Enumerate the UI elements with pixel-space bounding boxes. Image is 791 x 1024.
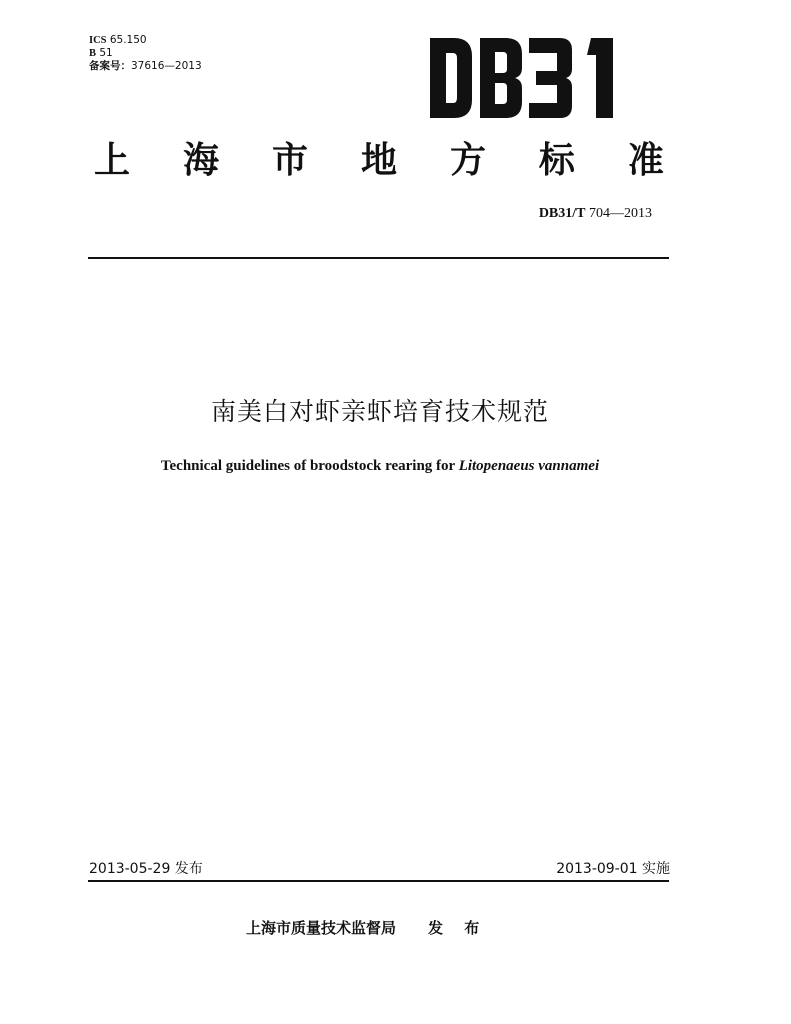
ics-value: 65.150 (109, 34, 147, 46)
db31-logo (428, 36, 628, 120)
issuing-authority (246, 917, 487, 938)
issuer-name: 上海市质量技术监督局 (246, 919, 397, 937)
standard-type-char: 方 (449, 140, 486, 181)
standard-type-char: 海 (182, 140, 219, 181)
standard-type-char: 地 (360, 140, 397, 181)
doc-number-rest: 704—2013 (585, 206, 652, 221)
document-meta (89, 34, 202, 73)
class-value: 51 (99, 47, 113, 59)
record-label: 备案号： (89, 61, 131, 72)
standard-type-char: 市 (271, 140, 308, 181)
class-line (89, 47, 202, 60)
doc-number-prefix: DB31/T (538, 206, 586, 221)
document-number (539, 206, 652, 222)
title-english-species: Litopenaeus vannamei (458, 458, 600, 474)
standard-type-heading (94, 136, 664, 186)
class-label: B (89, 48, 97, 59)
title-english-plain: Technical guidelines of broodstock rearing for (160, 458, 459, 474)
footer-divider (88, 880, 669, 882)
issuer-action: 发 布 (428, 919, 488, 937)
standard-type-char: 准 (627, 140, 664, 181)
standard-type-char: 上 (94, 140, 131, 181)
ics-line (89, 34, 202, 47)
publish-date: 2013-05-29 发布 (89, 861, 203, 877)
title-chinese: 南美白对虾亲虾培育技术规范 (210, 397, 549, 426)
ics-label: ICS (89, 35, 107, 46)
header-divider (88, 257, 669, 259)
title-english (0, 458, 760, 475)
effective-date: 2013-09-01 实施 (556, 861, 670, 877)
standard-type-char: 标 (538, 140, 575, 181)
record-line (89, 60, 202, 73)
record-value: 37616—2013 (131, 60, 202, 72)
